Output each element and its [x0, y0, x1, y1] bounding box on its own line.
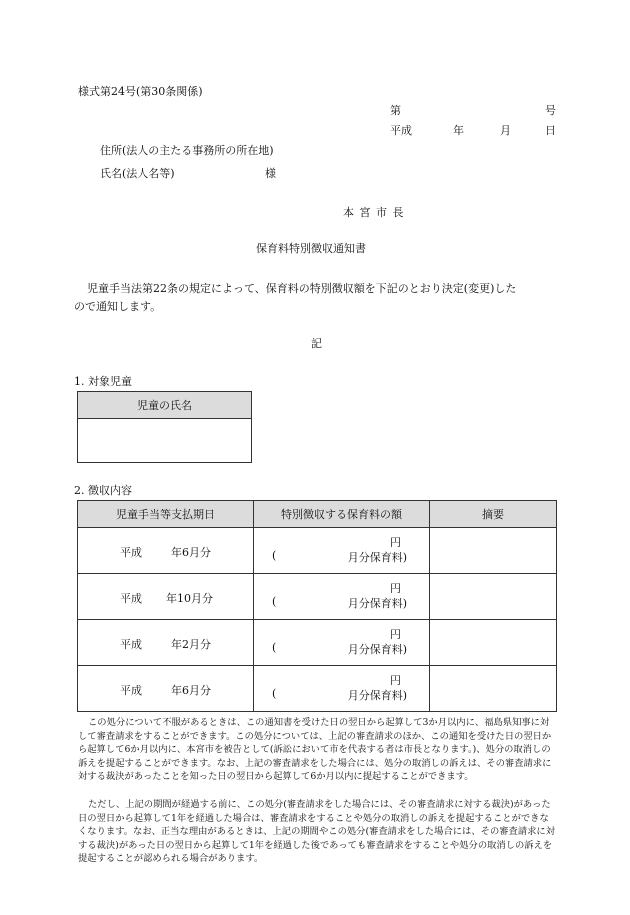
paren-text: ( — [272, 549, 277, 562]
era-text: 平成 — [120, 546, 142, 559]
amount-header: 特別徴収する保育料の額 — [254, 501, 430, 528]
era-text: 平成 — [120, 638, 142, 651]
era-text: 平成 — [120, 684, 142, 697]
yen-text: 円 — [390, 674, 401, 687]
month-text: 年6月分 — [171, 684, 211, 697]
payment-date-header: 児童手当等支払期日 — [78, 501, 254, 528]
yen-text: 円 — [390, 536, 401, 549]
remarks-cell — [430, 574, 557, 620]
remarks-cell — [430, 528, 557, 574]
year-label: 年 — [453, 124, 464, 137]
amount-cell — [254, 528, 430, 574]
address-label: 住所(法人の主たる事務所の所在地) — [100, 144, 274, 157]
target-child-table — [77, 391, 252, 463]
amount-cell — [254, 620, 430, 666]
monthly-fee-text: 月分保育料) — [347, 551, 407, 564]
form-number: 様式第24号(第30条関係) — [78, 85, 203, 98]
yen-text: 円 — [390, 628, 401, 641]
document-title: 保育料特別徴収通知書 — [256, 242, 366, 255]
remarks-cell — [430, 666, 557, 712]
issuer: 本 宮 市 長 — [343, 206, 405, 219]
day-label: 日 — [545, 124, 556, 137]
payment-date-cell — [78, 574, 254, 620]
collection-table — [77, 500, 557, 712]
payment-date-cell — [78, 666, 254, 712]
monthly-fee-text: 月分保育料) — [347, 689, 407, 702]
child-name-header: 児童の氏名 — [78, 392, 252, 419]
payment-date-cell — [78, 620, 254, 666]
name-label: 氏名(法人名等) — [100, 167, 175, 180]
monthly-fee-text: 月分保育料) — [347, 643, 407, 656]
paren-text: ( — [272, 687, 277, 700]
table-row — [78, 620, 557, 666]
intro-line-2: ので通知します。 — [74, 300, 162, 313]
sama-label: 様 — [265, 167, 276, 180]
remarks-header: 摘要 — [430, 501, 557, 528]
amount-cell — [254, 666, 430, 712]
month-label: 月 — [500, 124, 511, 137]
remarks-cell — [430, 620, 557, 666]
table-row — [78, 666, 557, 712]
appeal-note-1: この処分について不服があるときは、この通知書を受けた日の翌日から起算して3か月以内に、福島県知事に対して審査請求をすることができます。この処分については、上記の審査請求のほか、この通知を受けた日の翌日から起算して6か月以内に、本宮市を被告として(訴訟において市を代表する者は市長となります。)、処分の取消しの訴えを提起することができます。なお、上記の審査請求をした場合には、処分の取消しの訴えは、その審査請求に対する裁決があったことを知った日の翌日から起算して6か月以内に提起することができます。 — [78, 717, 552, 782]
paren-text: ( — [272, 641, 277, 654]
appeal-note-2: ただし、上記の期間が経過する前に、この処分(審査請求をした場合には、その審査請求に対する裁決)があった日の翌日から起算して1年を経過した場合は、審査請求をすることや処分の取消しの訴えを提起することができなくなります。なお、正当な理由があるときは、上記の期間やこの処分(審査請求をした場合には、その審査請求に対する裁決)があった日の翌日から起算して1年を経過した後であっても審査請求をすることや処分の取消しの訴えを提起することが認められる場合があります。 — [78, 799, 556, 864]
month-text: 年6月分 — [171, 546, 211, 559]
dai-label: 第 — [390, 104, 401, 117]
yen-text: 円 — [390, 582, 401, 595]
era-text: 平成 — [120, 592, 142, 605]
payment-date-cell — [78, 528, 254, 574]
paren-text: ( — [272, 595, 277, 608]
section-2-heading: 2. 徴収内容 — [74, 484, 132, 497]
section-1-heading: 1. 対象児童 — [74, 375, 132, 388]
month-text: 年10月分 — [166, 592, 213, 605]
amount-cell — [254, 574, 430, 620]
ki-label: 記 — [311, 337, 322, 350]
go-label: 号 — [545, 104, 556, 117]
child-name-cell — [78, 419, 252, 463]
table-row — [78, 574, 557, 620]
era-label: 平成 — [390, 124, 412, 137]
table-row — [78, 528, 557, 574]
monthly-fee-text: 月分保育料) — [347, 597, 407, 610]
month-text: 年2月分 — [171, 638, 211, 651]
intro-line-1: 児童手当法第22条の規定によって、保育料の特別徴収額を下記のとおり決定(変更)した — [87, 282, 517, 295]
